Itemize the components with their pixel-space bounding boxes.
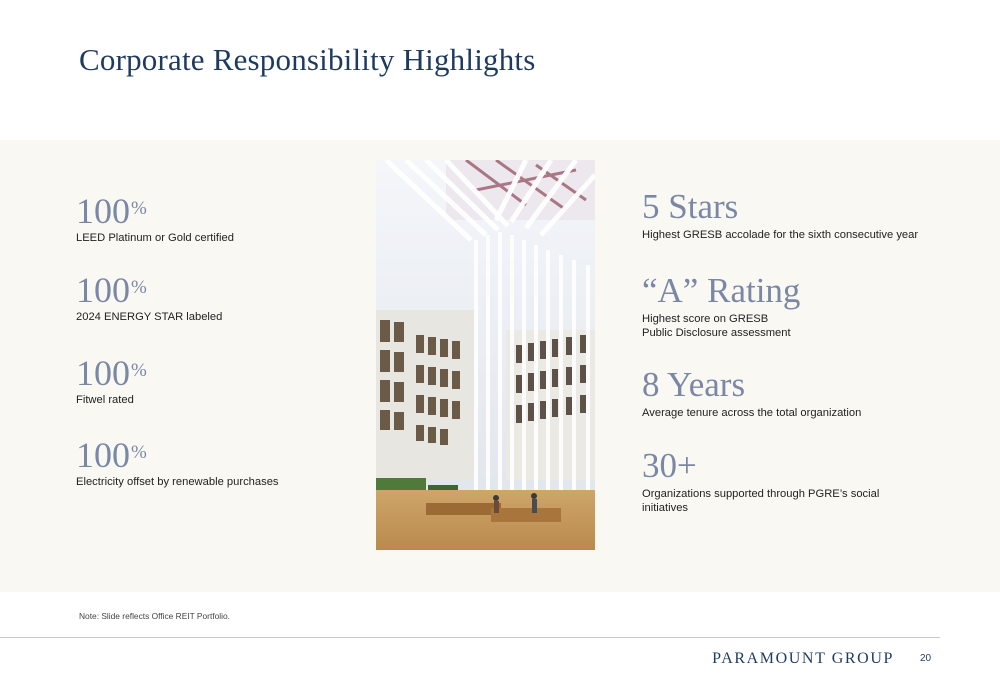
atrium-photo <box>376 160 595 550</box>
stat-value: 30+ <box>642 446 697 485</box>
stat-description: Highest GRESB accolade for the sixth consecutive year <box>642 229 919 241</box>
stat-value: 8 Years <box>642 365 746 404</box>
stat-value: 100% <box>76 270 147 310</box>
stat-leed <box>76 193 234 245</box>
stat-energy-star <box>76 272 222 324</box>
stat-tenure <box>642 366 861 420</box>
atrium-illustration <box>376 160 595 550</box>
stat-description: Fitwel rated <box>76 394 134 406</box>
stat-fitwel <box>76 355 147 407</box>
stat-value: “A” Rating <box>642 271 801 310</box>
footer-divider <box>0 637 940 638</box>
company-logo: PARAMOUNT GROUP <box>712 650 894 667</box>
stat-description: Organizations supported through PGRE’s social initiatives <box>642 488 880 514</box>
stat-organizations <box>642 447 879 515</box>
stat-description: LEED Platinum or Gold certified <box>76 232 234 244</box>
page-title: Corporate Responsibility Highlights <box>79 42 536 77</box>
stat-electricity <box>76 437 279 489</box>
footnote: Note: Slide reflects Office REIT Portfolio. <box>79 611 230 621</box>
stat-value: 100% <box>76 435 147 475</box>
stat-description: Average tenure across the total organization <box>642 407 862 419</box>
stat-description: 2024 ENERGY STAR labeled <box>76 311 223 323</box>
page-number: 20 <box>920 653 932 664</box>
stat-value: 5 Stars <box>642 187 739 226</box>
stat-description: Electricity offset by renewable purchases <box>76 476 279 488</box>
stat-description: Highest score on GRESB Public Disclosure assessment <box>642 313 791 339</box>
stat-value: 100% <box>76 191 147 231</box>
stat-gresb-stars <box>642 188 918 242</box>
stat-value: 100% <box>76 353 147 393</box>
stat-gresb-rating <box>642 272 800 340</box>
